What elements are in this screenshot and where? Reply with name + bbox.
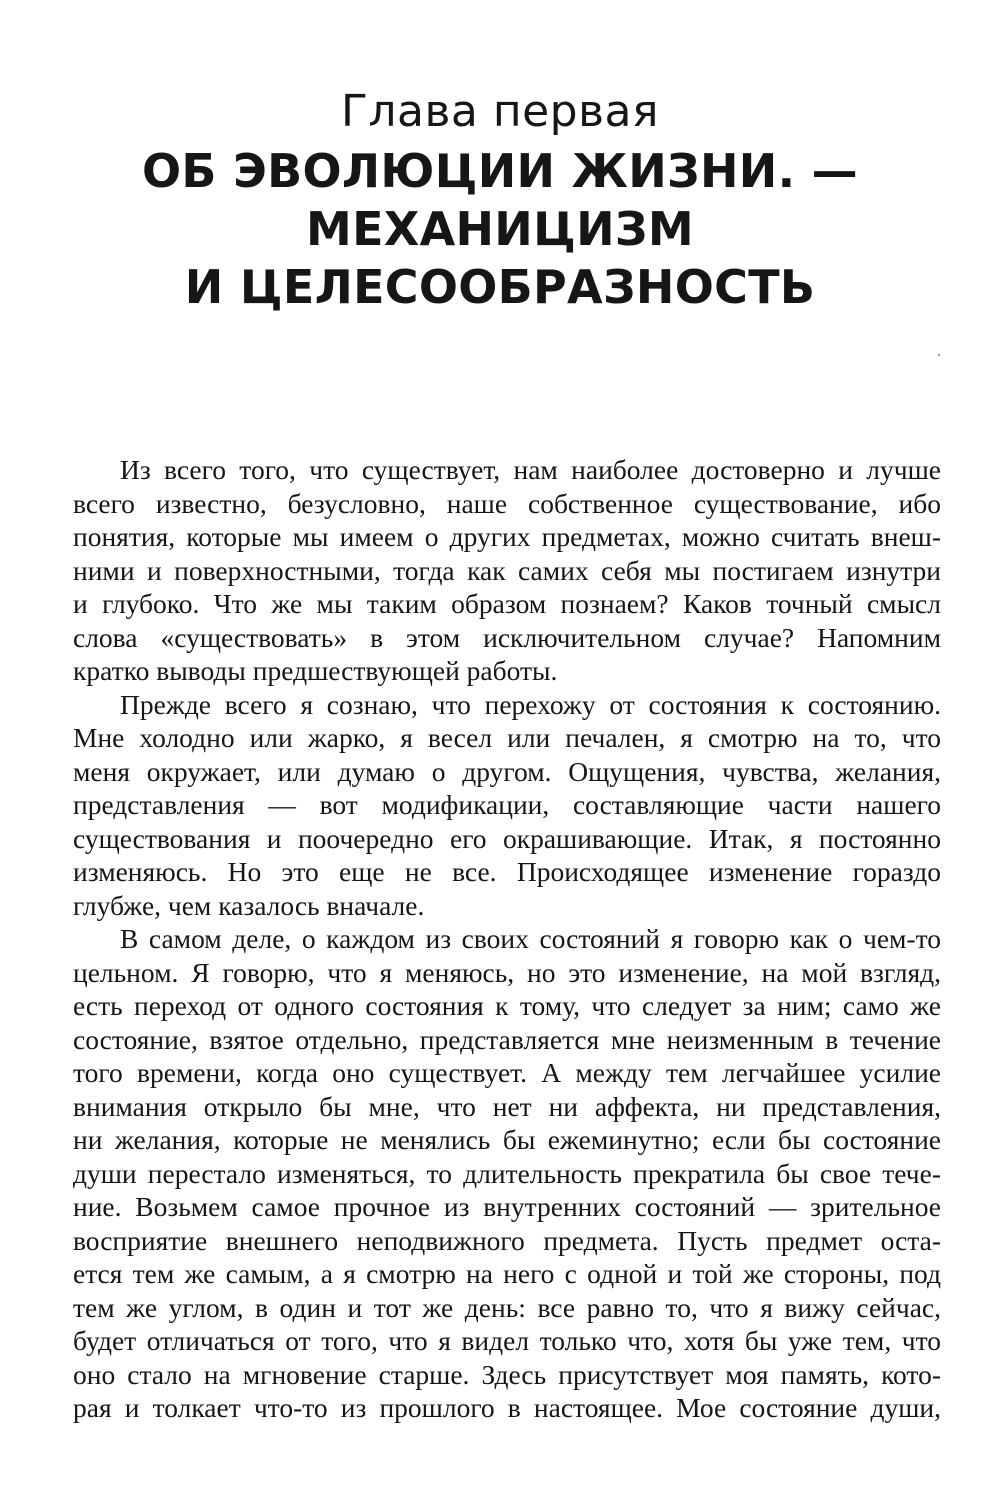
margin-mark — [938, 354, 940, 356]
text-line: меня окружает, или думаю о другом. Ощущения, чувства, желания, — [73, 755, 941, 787]
text-line: восприятие внешнего неподвижного предмета. Пусть предмет оста- — [73, 1224, 941, 1256]
chapter-title-line: МЕХАНИЦИЗМ — [306, 202, 694, 256]
chapter-title-line: И ЦЕЛЕСООБРАЗНОСТЬ — [184, 260, 816, 314]
text-line: ется тем же самым, а я смотрю на него с одной и той же стороны, под — [73, 1258, 941, 1289]
chapter-label: Глава первая — [341, 86, 659, 137]
text-line: цельном. Я говорю, что я меняюсь, но это изменение, на мой взгляд, — [73, 956, 941, 988]
paragraph — [73, 688, 941, 923]
text-line: Мне холодно или жарко, я весел или печален, я смотрю на то, что — [73, 722, 941, 753]
text-line: рая и толкает что-то из прошлого в настоящее. Мое состояние души, — [73, 1392, 941, 1423]
text-line: внимания открыло бы мне, что нет ни аффекта, ни представления, — [73, 1090, 941, 1122]
text-line: В самом деле, о каждом из своих состояний я говорю как о чем-то — [120, 923, 941, 954]
text-line: ние. Возьмем самое прочное из внутренних состояний — зрительное — [73, 1191, 941, 1222]
chapter-title-line: ОБ ЭВОЛЮЦИИ ЖИЗНИ. — — [142, 144, 858, 198]
text-line: ни желания, которые не менялись бы ежеминутно; если бы состояние — [73, 1124, 941, 1155]
text-line: Из всего того, что существует, нам наиболее достоверно и лучше — [120, 454, 941, 485]
text-line: и глубоко. Что же мы таким образом познаем? Каков точный смысл — [73, 588, 941, 619]
text-line: существования и поочередно его окрашивающие. Итак, я постоянно — [73, 822, 941, 854]
text-line: того времени, когда оно существует. А между тем легчайшее усилие — [73, 1057, 941, 1088]
text-line: есть переход от одного состояния к тому, что следует за ним; само же — [73, 990, 941, 1021]
text-line: слова «существовать» в этом исключительном случае? Напомним — [73, 621, 941, 653]
text-line: представления — вот модификации, составляющие части нашего — [73, 789, 941, 820]
text-line: понятия, которые мы имеем о других предметах, можно считать внеш- — [73, 521, 941, 552]
text-line: будет отличаться от того, что я видел только что, хотя бы уже тем, что — [73, 1325, 941, 1356]
text-line: всего известно, безусловно, наше собственное существование, ибо — [73, 487, 941, 519]
text-line: состояние, взятое отдельно, представляется мне неизменным в течение — [73, 1023, 941, 1055]
text-line: тем же углом, в один и тот же день: все равно то, что я вижу сейчас, — [73, 1291, 941, 1323]
body-text — [73, 453, 941, 1425]
text-line: Прежде всего я сознаю, что перехожу от состояния к состоянию. — [120, 688, 941, 720]
text-line: оно стало на мгновение старше. Здесь присутствует моя память, кото- — [73, 1358, 941, 1390]
text-line: кратко выводы предшествующей работы. — [73, 655, 558, 686]
text-line: души перестало изменяться, то длительность прекратила бы свое тече- — [73, 1157, 941, 1189]
paragraph — [73, 922, 941, 1425]
text-line: изменяюсь. Но это еще не все. Происходящее изменение гораздо — [73, 856, 941, 887]
text-line: глубже, чем казалось вначале. — [73, 889, 425, 921]
chapter-title — [0, 142, 1000, 316]
text-line: ними и поверхностными, тогда как самих себя мы постигаем изнутри — [73, 554, 941, 586]
paragraph — [73, 453, 941, 688]
